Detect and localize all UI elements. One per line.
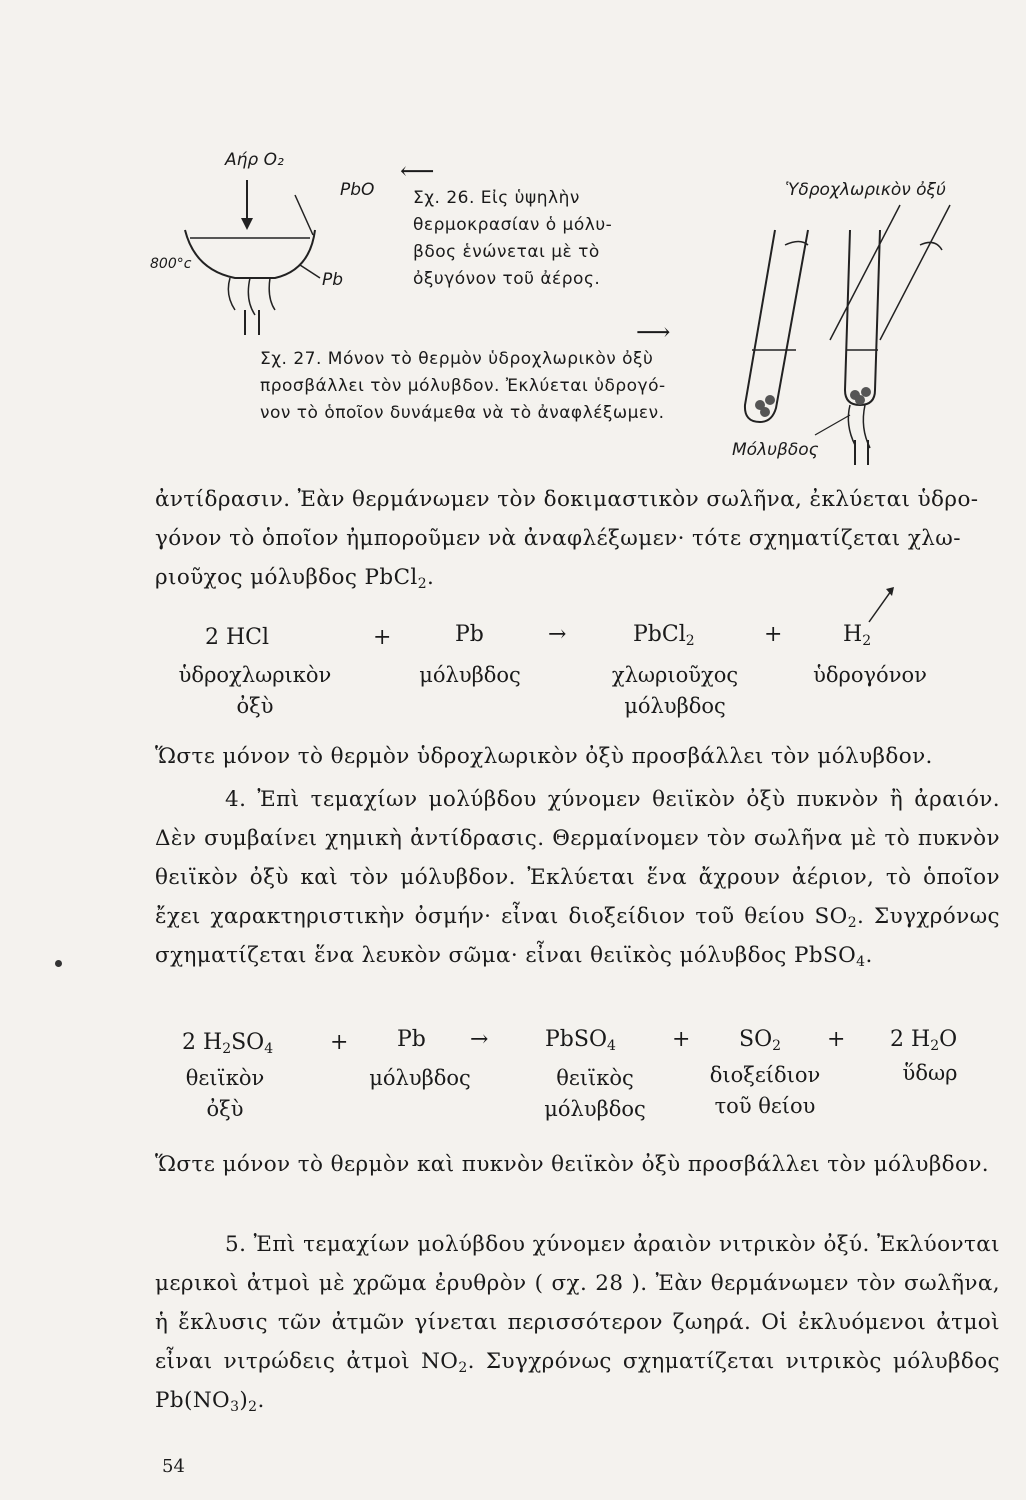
caption-line: θερμοκρασίαν ὁ μόλυ- [413,215,613,235]
figure-26-caption [413,185,612,293]
paragraph-4: Ὥστε μόνον τὸ θερμὸν καὶ πυκνὸν θειϊκὸν ὀξὺ προσβάλλει τὸν μόλυβδον. [155,1152,990,1177]
eq2-plus: + [330,1030,349,1055]
eq1-product-1: PbCl$_2$ [633,622,695,649]
eq2-label-5: ὕδωρ [902,1061,958,1085]
test-tube-left [745,230,808,422]
caption-right-arrow: ⟶ [636,318,671,346]
caption-line: προσβάλλει τὸν μόλυβδον. Ἐκλύεται ὑδρογό- [260,376,666,396]
figure-26-pbo-label: PbO [340,180,375,200]
eq1-plus: + [373,625,392,650]
text-line: ριοῦχος μόλυβδος PbCl$_2$. [155,565,435,592]
eq1-label-3: χλωριοῦχος μόλυβδος [611,663,739,718]
gas-up-arrow [866,585,896,625]
paragraph-1 [155,480,1000,597]
pb-pointer [300,265,320,278]
eq2-label-4: διοξείδιον τοῦ θείου [709,1063,821,1118]
eq2-label-2: μόλυβδος [369,1066,471,1090]
eq1-reactant-2: Pb [455,622,484,647]
figure-27-lead-label: Μόλυβδος [732,440,819,460]
pbo-pointer [295,195,313,235]
page-speck [55,960,62,967]
eq2-product-3: 2 $H_2O$ [890,1027,958,1054]
eq1-label-4: ὑδρογόνον [813,663,927,687]
figure-26-air-label: Αήρ O₂ [225,150,284,170]
eq2-label-1: θειϊκὸν ὀξὺ [185,1066,265,1121]
eq1-plus-2: + [764,622,783,647]
caption-line: βδος ἑνώνεται μὲ τὸ [413,242,600,262]
figure-27-drawing [720,200,1000,470]
figure-26-temp-label: 800°c [150,256,192,272]
paragraph-3: 4. Ἐπὶ τεμαχίων μολύβδου χύνομεν θειϊκὸν ὀξὺ πυκνὸν ἢ ἀραιόν. Δὲν συμβαίνει χημικὴ ἀντίδρασις. Θερμαίνομεν τὸν σωλῆνα μὲ τὸ πυκνὸν θειϊκὸν ὀξὺ καὶ τὸν μόλυβδον. Ἐκλύεται ἕνα ἄχρουν ἀέριον, τὸ ὁποῖον ἔχει χαρακτηριστικὴν ὀσμήν· εἶναι διοξείδιον τοῦ θείου $SO_2$. Συγχρόνως σχηματίζεται ἕνα λευκὸν σῶμα· εἶναι θειϊκὸς μόλυβδος PbSO$_4$. [155,787,1000,970]
eq2-arrow: → [470,1027,489,1052]
caption-left-arrow: ⟵ [400,157,435,185]
caption-line: Σχ. 27. Μόνον τὸ θερμὸν ὑδροχλωρικὸν ὀξὺ [260,349,654,369]
caption-line: ὀξυγόνον τοῦ ἀέρος. [413,269,601,289]
eq1-product-2: $H_2$ [843,622,872,649]
eq2-plus-2: + [672,1027,691,1052]
eq2-reactant-2: Pb [397,1027,426,1052]
text-line: γόνον τὸ ὁποῖον ἠμποροῦμεν νὰ ἀναφλέξωμεν· τότε σχηματίζεται χλω- [155,526,961,551]
eq2-product-1: PbSO$_4$ [545,1027,616,1054]
crucible [185,230,315,278]
eq1-label-2: μόλυβδος [419,663,521,687]
eq2-plus-3: + [827,1027,846,1052]
air-arrow-head [241,218,253,230]
eq1-label-1: ὑδροχλωρικὸν ὀξὺ [178,663,332,718]
eq2-reactant-1: 2 $H_2SO_4$ [182,1030,274,1057]
eq1-arrow: → [548,622,567,647]
figure-26-pb-label: Pb [322,270,344,290]
paragraph-5: 5. Ἐπὶ τεμαχίων μολύβδου χύνομεν ἀραιὸν νιτρικὸν ὀξύ. Ἐκλύονται μερικοὶ ἀτμοὶ μὲ χρῶμα ἐρυθρὸν ( σχ. 28 ). Ἐὰν θερμάνωμεν τὸν σωλῆνα, ἡ ἔκλυσις τῶν ἀτμῶν γίνεται περισσότερον ζωηρά. Οἱ ἐκλυόμενοι ἀτμοὶ εἶναι νιτρώδεις ἀτμοὶ $NO_2$. Συγχρόνως σχηματίζεται νιτρικὸς μόλυβδος $Pb(NO_3)_2$. [155,1232,1000,1415]
page-number: 54 [162,1456,185,1477]
eq2-label-3: θειϊκὸς μόλυβδος [544,1066,646,1121]
test-tube-right [845,230,880,405]
eq2-product-2: $SO_2$ [739,1027,782,1054]
paragraph-2: Ὥστε μόνον τὸ θερμὸν ὑδροχλωρικὸν ὀξὺ προσβάλλει τὸν μόλυβδον. [155,744,933,769]
caption-line: Σχ. 26. Εἰς ὑψηλὴν [413,188,580,208]
eq1-reactant-1: 2 HCl [205,625,270,650]
caption-line: νον τὸ ὁποῖον δυνάμεθα νὰ τὸ ἀναφλέξωμεν. [260,403,665,423]
figure-26-drawing [175,150,375,340]
figure-27-acid-label: Ὑδροχλωρικὸν ὀξύ [785,180,946,200]
flame [228,278,275,315]
figure-27-caption [260,346,666,427]
text-line: ἀντίδρασιν. Ἐὰν θερμάνωμεν τὸν δοκιμαστικὸν σωλῆνα, ἐκλύεται ὑδρο- [155,487,979,512]
